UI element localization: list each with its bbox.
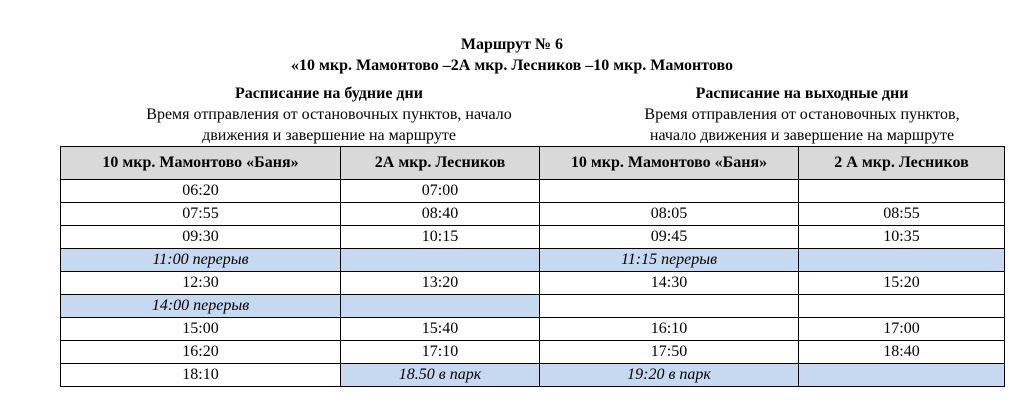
table-cell	[799, 295, 1005, 318]
table-cell: 06:20	[61, 180, 341, 203]
header-weekend-lesnikov: 2 А мкр. Лесников	[799, 147, 1005, 180]
table-cell: 17:10	[341, 341, 540, 364]
table-row	[61, 226, 1005, 249]
weekday-section-heading	[96, 83, 562, 146]
table-cell: 07:55	[61, 203, 341, 226]
table-cell: 18:10	[61, 364, 341, 387]
schedule-table	[60, 146, 1005, 387]
weekday-subheading-2: движения и завершение на маршруте	[202, 127, 456, 144]
table-cell: 12:30	[61, 272, 341, 295]
table-cell: 18:40	[799, 341, 1005, 364]
table-cell	[799, 249, 1005, 272]
table-cell-break: 11:00 перерыв	[61, 249, 341, 272]
header-weekday-lesnikov: 2А мкр. Лесников	[341, 147, 540, 180]
weekend-heading: Расписание на выходные дни	[695, 85, 909, 102]
table-cell-break: 11:15 перерыв	[540, 249, 799, 272]
table-cell: 10:15	[341, 226, 540, 249]
table-cell	[799, 364, 1005, 387]
table-cell: 17:00	[799, 318, 1005, 341]
table-cell: 16:20	[61, 341, 341, 364]
table-cell: 10:35	[799, 226, 1005, 249]
weekday-subheading-1: Время отправления от остановочных пунктов, начало	[146, 106, 512, 123]
table-cell: 17:50	[540, 341, 799, 364]
table-row-final	[61, 364, 1005, 387]
table-row	[61, 318, 1005, 341]
table-cell-to-depot: 19:20 в парк	[540, 364, 799, 387]
table-cell	[341, 249, 540, 272]
table-cell: 15:40	[341, 318, 540, 341]
route-title	[0, 34, 1024, 76]
table-cell: 09:30	[61, 226, 341, 249]
weekday-heading: Расписание на будние дни	[235, 85, 423, 102]
table-cell: 08:55	[799, 203, 1005, 226]
table-cell: 13:20	[341, 272, 540, 295]
table-cell: 15:20	[799, 272, 1005, 295]
weekend-subheading-1: Время отправления от остановочных пунктов,	[644, 106, 960, 123]
header-weekend-mamontovo: 10 мкр. Мамонтово «Баня»	[540, 147, 799, 180]
route-number: Маршрут № 6	[460, 36, 564, 53]
weekend-subheading-2: начало движения и завершение на маршруте	[649, 127, 955, 144]
table-row	[61, 341, 1005, 364]
table-row	[61, 180, 1005, 203]
route-name: «10 мкр. Мамонтово –2А мкр. Лесников –10 мкр. Мамонтово	[290, 57, 734, 74]
table-cell: 07:00	[341, 180, 540, 203]
table-cell: 08:40	[341, 203, 540, 226]
table-header-row	[61, 147, 1005, 180]
table-cell	[540, 180, 799, 203]
table-cell: 08:05	[540, 203, 799, 226]
table-cell: 09:45	[540, 226, 799, 249]
table-cell	[540, 295, 799, 318]
table-cell-break: 14:00 перерыв	[61, 295, 341, 318]
table-row	[61, 203, 1005, 226]
header-weekday-mamontovo: 10 мкр. Мамонтово «Баня»	[61, 147, 341, 180]
table-row-break	[61, 249, 1005, 272]
table-cell	[799, 180, 1005, 203]
table-row	[61, 272, 1005, 295]
table-row-break	[61, 295, 1005, 318]
weekend-section-heading	[604, 83, 1000, 146]
table-cell: 14:30	[540, 272, 799, 295]
table-cell	[341, 295, 540, 318]
table-cell: 15:00	[61, 318, 341, 341]
table-cell-to-depot: 18.50 в парк	[341, 364, 540, 387]
table-cell: 16:10	[540, 318, 799, 341]
